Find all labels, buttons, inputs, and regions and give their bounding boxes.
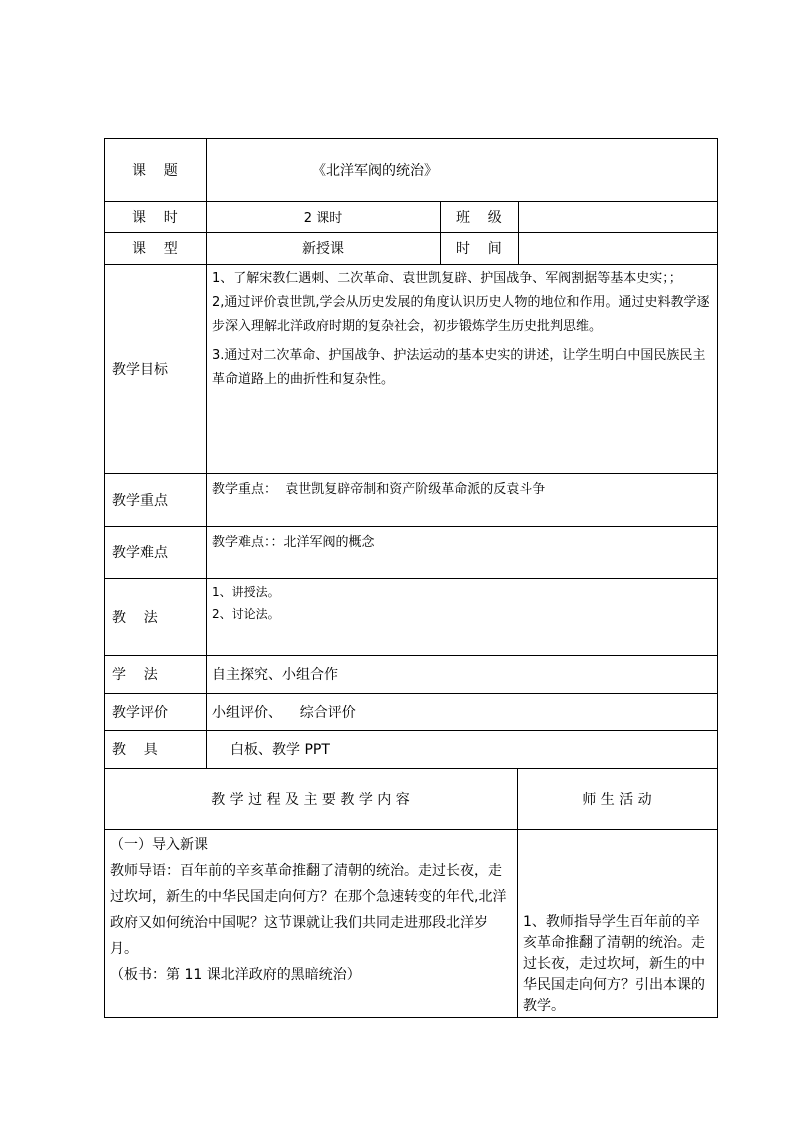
table-border xyxy=(104,526,718,527)
tools-value: 白板、教学 PPT xyxy=(230,742,330,758)
method-item: 2、讨论法。 xyxy=(212,607,280,621)
activity-header: 师 生 活 动 xyxy=(582,791,652,808)
difficulty-value: 教学难点：：北洋军阀的概念 xyxy=(212,535,375,550)
process-header: 教 学 过 程 及 主 要 教 学 内 容 xyxy=(211,791,410,808)
method-item: 1、讲授法。 xyxy=(212,585,280,599)
goals-label: 教学目标 xyxy=(112,361,168,378)
focus-label: 教学重点 xyxy=(112,492,168,509)
focus-value: 教学重点： 袁世凯复辟帝制和资产阶级革命派的反袁斗争 xyxy=(212,482,546,497)
method-list xyxy=(212,581,280,625)
board-note: （板书：第 11 课北洋政府的黑暗统治） xyxy=(110,967,361,983)
table-border xyxy=(104,1017,718,1018)
table-border xyxy=(104,138,105,1018)
evaluation-value: 小组评价、 综合评价 xyxy=(212,704,356,721)
learning-value: 自主探究、小组合作 xyxy=(212,667,338,683)
table-border xyxy=(104,829,718,830)
goal-item: 3.通过对二次革命、护国战争、护法运动的基本史实的讲述，让学生明白中国民族民主革命道路上的曲折性和复杂性。 xyxy=(212,348,706,387)
goals-list xyxy=(212,267,714,392)
goal-item: 1、了解宋教仁遇刺、二次革命、袁世凯复辟、护国战争、军阀割据等基本史实；； xyxy=(212,271,682,286)
process-content xyxy=(110,832,514,988)
table-border xyxy=(104,730,718,731)
hours-label: 课 时 xyxy=(132,209,178,226)
learning-label: 学 法 xyxy=(112,667,158,683)
goal-item: 2,通过评价袁世凯,学会从历史发展的角度认识历史人物的地位和作用。通过史料教学逐步深入理解北洋政府时期的复杂社会，初步锻炼学生历史批判思维。 xyxy=(212,295,710,334)
evaluation-label: 教学评价 xyxy=(112,704,168,721)
tools-label: 教 具 xyxy=(112,742,158,758)
teacher-intro: 教师导语：百年前的辛亥革命推翻了清朝的统治。走过长夜，走过坎坷，新生的中华民国走向何方？在那个急速转变的年代,北洋政府又如何统治中国呢？这节课就让我们共同走进那段北洋岁月。 xyxy=(110,863,507,957)
table-border xyxy=(104,138,718,139)
type-value: 新授课 xyxy=(302,241,344,257)
table-border xyxy=(104,578,718,579)
table-border xyxy=(104,693,718,694)
table-border xyxy=(717,138,718,1018)
table-border xyxy=(104,264,718,265)
time-label: 时 间 xyxy=(456,241,502,257)
type-label: 课 型 xyxy=(132,241,178,257)
section-title: （一）导入新课 xyxy=(110,837,208,853)
hours-value: 2 课时 xyxy=(303,211,343,226)
table-border xyxy=(518,201,519,265)
method-label: 教 法 xyxy=(112,609,158,626)
topic-value: 《北洋军阀的统治》 xyxy=(312,163,438,179)
table-border xyxy=(104,655,718,656)
activity-content: 1、教师指导学生百年前的辛亥革命推翻了清朝的统治。走过长夜，走过坎坷，新生的中华民国走向何方？引出本课的教学。 xyxy=(523,914,705,1014)
topic-label: 课 题 xyxy=(132,162,178,179)
difficulty-label: 教学难点 xyxy=(112,545,168,561)
table-border xyxy=(104,473,718,474)
table-border xyxy=(440,201,441,265)
class-label: 班 级 xyxy=(456,209,502,226)
